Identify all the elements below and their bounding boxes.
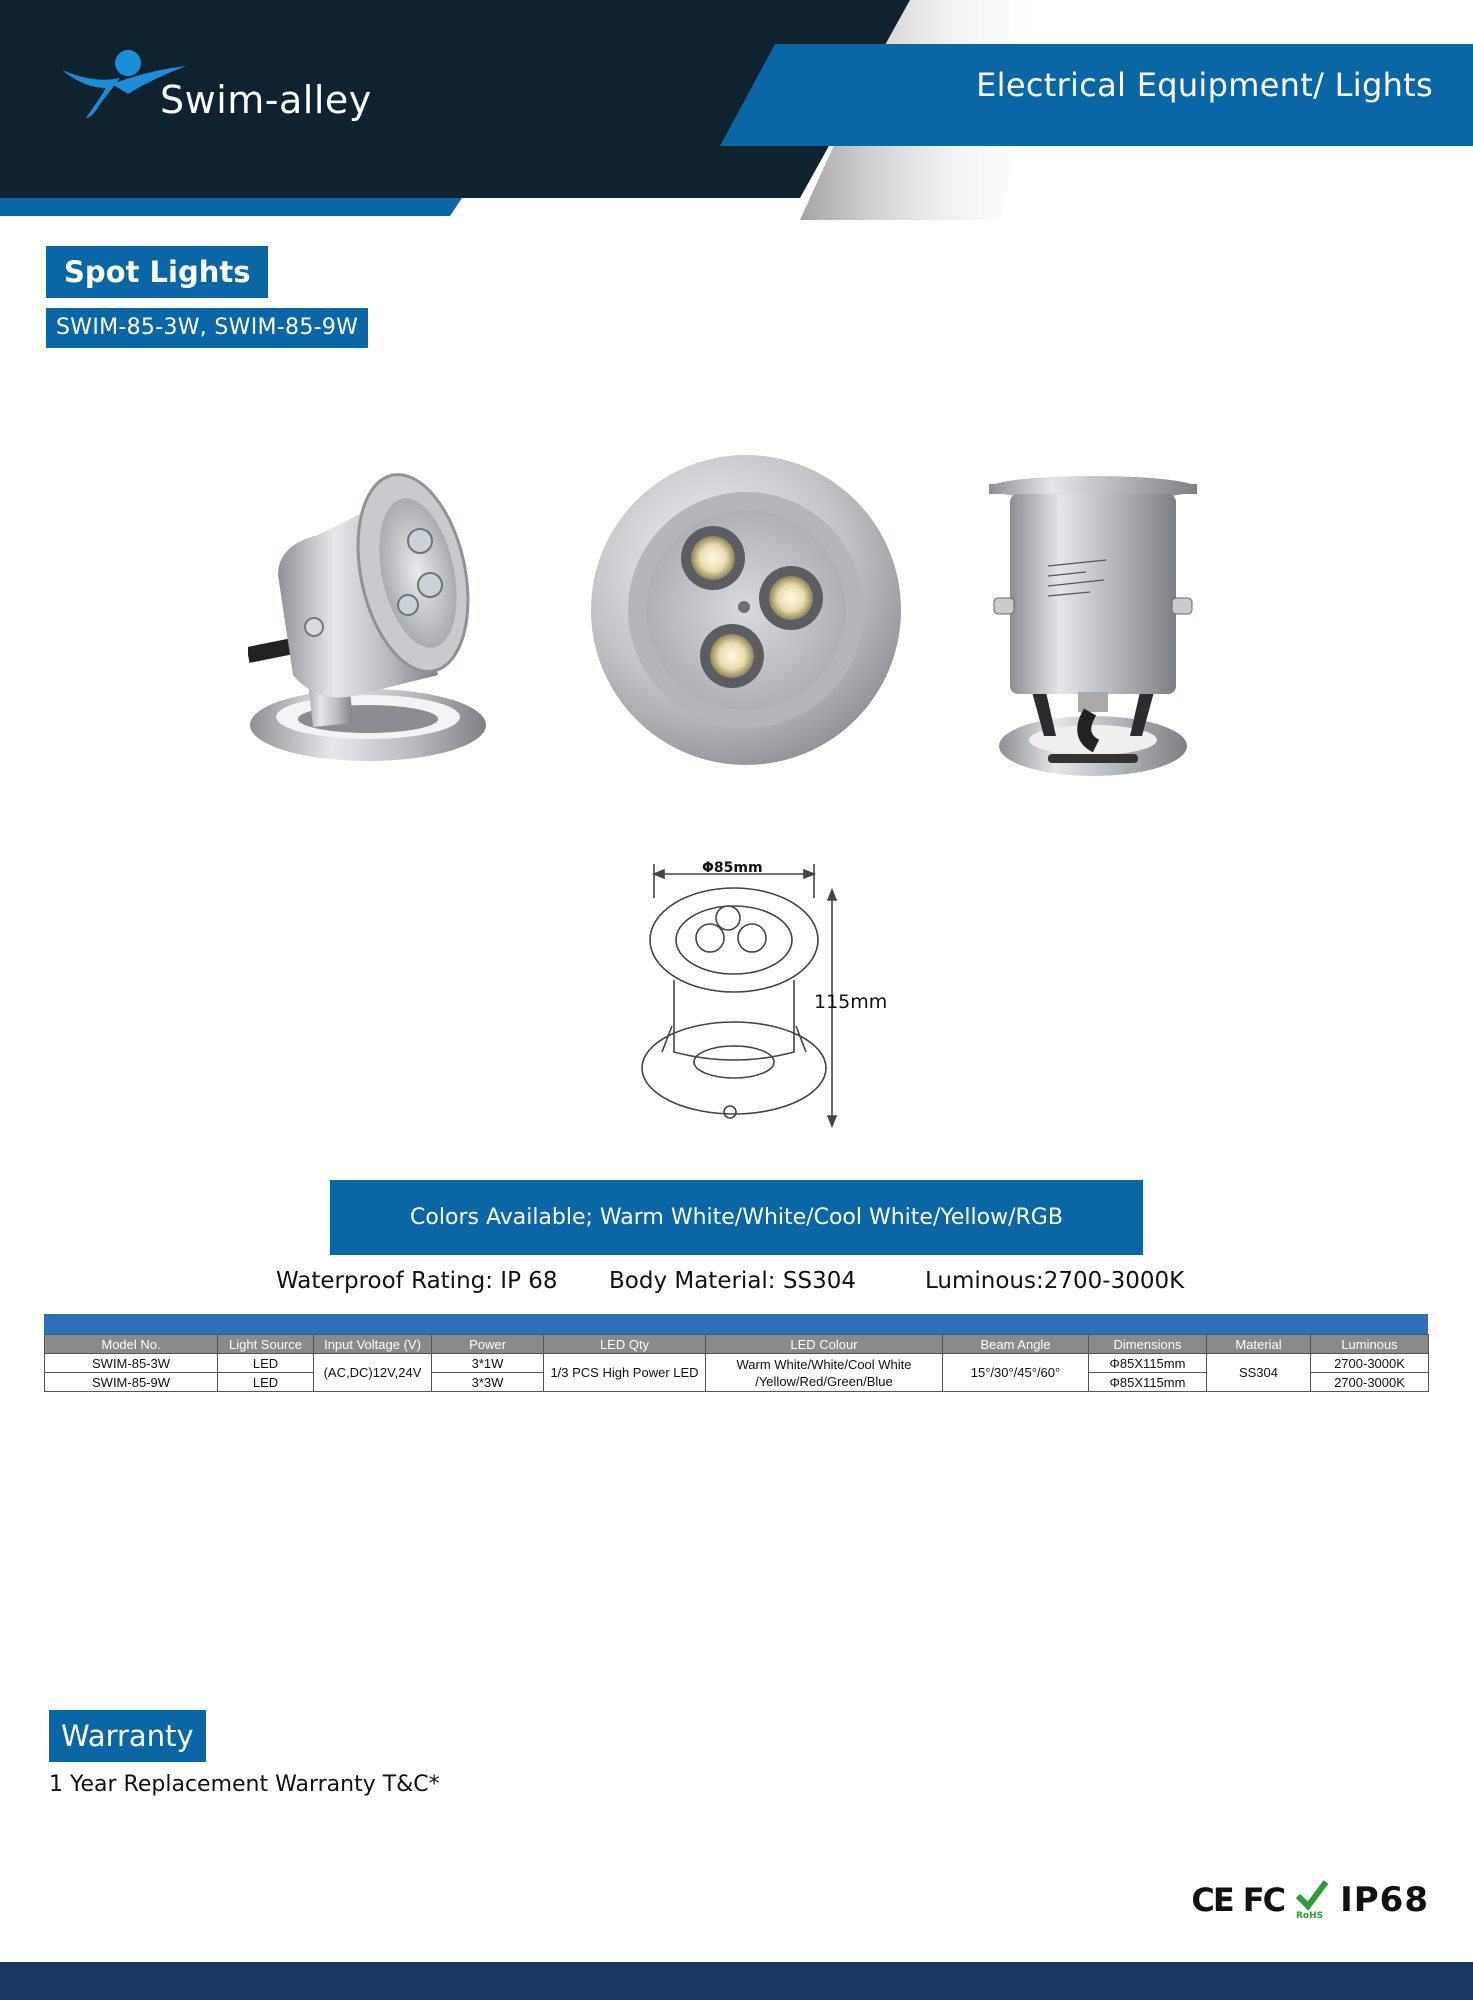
cell-power: 3*3W [432,1373,544,1392]
rohs-label: RoHS [1296,1911,1324,1920]
ip68-mark: IP68 [1340,1880,1429,1920]
header-luminous: Luminous [1311,1335,1429,1354]
colors-available-banner: Colors Available; Warm White/White/Cool White/Yellow/RGB [330,1180,1143,1255]
cell-led-qty: 1/3 PCS High Power LED [544,1354,706,1392]
table-row [45,1354,1429,1373]
dimension-diameter-label: Φ85mm [702,860,763,876]
brand-name: Swim-alley [160,78,372,122]
cell-beam-angle: 15°/30°/45°/60° [943,1354,1089,1392]
header-light-source: Light Source [218,1335,314,1354]
warranty-title: Warranty [49,1710,206,1762]
led-colour-line-2: /Yellow/Red/Green/Blue [755,1373,893,1389]
cell-dimensions: Φ85X115mm [1089,1354,1207,1373]
ce-mark-icon: CE [1191,1881,1233,1919]
spot-light-front-view [588,449,906,771]
cell-source: LED [218,1373,314,1392]
cell-voltage: (AC,DC)12V,24V [314,1354,432,1392]
header-beam-angle: Beam Angle [943,1335,1089,1354]
spot-light-side-view [248,455,510,765]
product-models: SWIM-85-3W, SWIM-85-9W [46,308,368,348]
luminous-spec: Luminous:2700-3000K [925,1268,1185,1294]
table-header-row [45,1335,1429,1354]
dimension-drawing [636,856,898,1136]
header-power: Power [432,1335,544,1354]
certifications [1191,1880,1429,1920]
cell-model: SWIM-85-3W [45,1354,218,1373]
cell-luminous: 2700-3000K [1311,1354,1429,1373]
header-led-qty: LED Qty [544,1335,706,1354]
spec-table [44,1314,1428,1392]
led-colour-line-1: Warm White/White/Cool White [736,1356,912,1372]
cell-material: SS304 [1207,1354,1311,1392]
body-material: Body Material: SS304 [609,1268,856,1294]
cell-model: SWIM-85-9W [45,1373,218,1392]
waterproof-rating: Waterproof Rating: IP 68 [276,1268,558,1294]
spec-table-top-bar [44,1314,1428,1334]
cell-dimensions: Φ85X115mm [1089,1373,1207,1392]
dimension-height-label: 115mm [814,991,888,1013]
cell-luminous: 2700-3000K [1311,1373,1429,1392]
header-dimensions: Dimensions [1089,1335,1207,1354]
fc-mark-icon: FC [1242,1881,1285,1919]
warranty-text: 1 Year Replacement Warranty T&C* [49,1772,440,1797]
footer-bar [0,1962,1473,2000]
header-title: Electrical Equipment/ Lights [976,66,1433,104]
header-model: Model No. [45,1335,218,1354]
cell-led-colour [706,1354,943,1392]
spot-light-back-view [986,474,1200,776]
rohs-check-icon [1294,1880,1330,1920]
cell-source: LED [218,1354,314,1373]
product-category: Spot Lights [46,246,268,298]
header-led-colour: LED Colour [706,1335,943,1354]
header-material: Material [1207,1335,1311,1354]
header-input-voltage: Input Voltage (V) [314,1335,432,1354]
cell-power: 3*1W [432,1354,544,1373]
